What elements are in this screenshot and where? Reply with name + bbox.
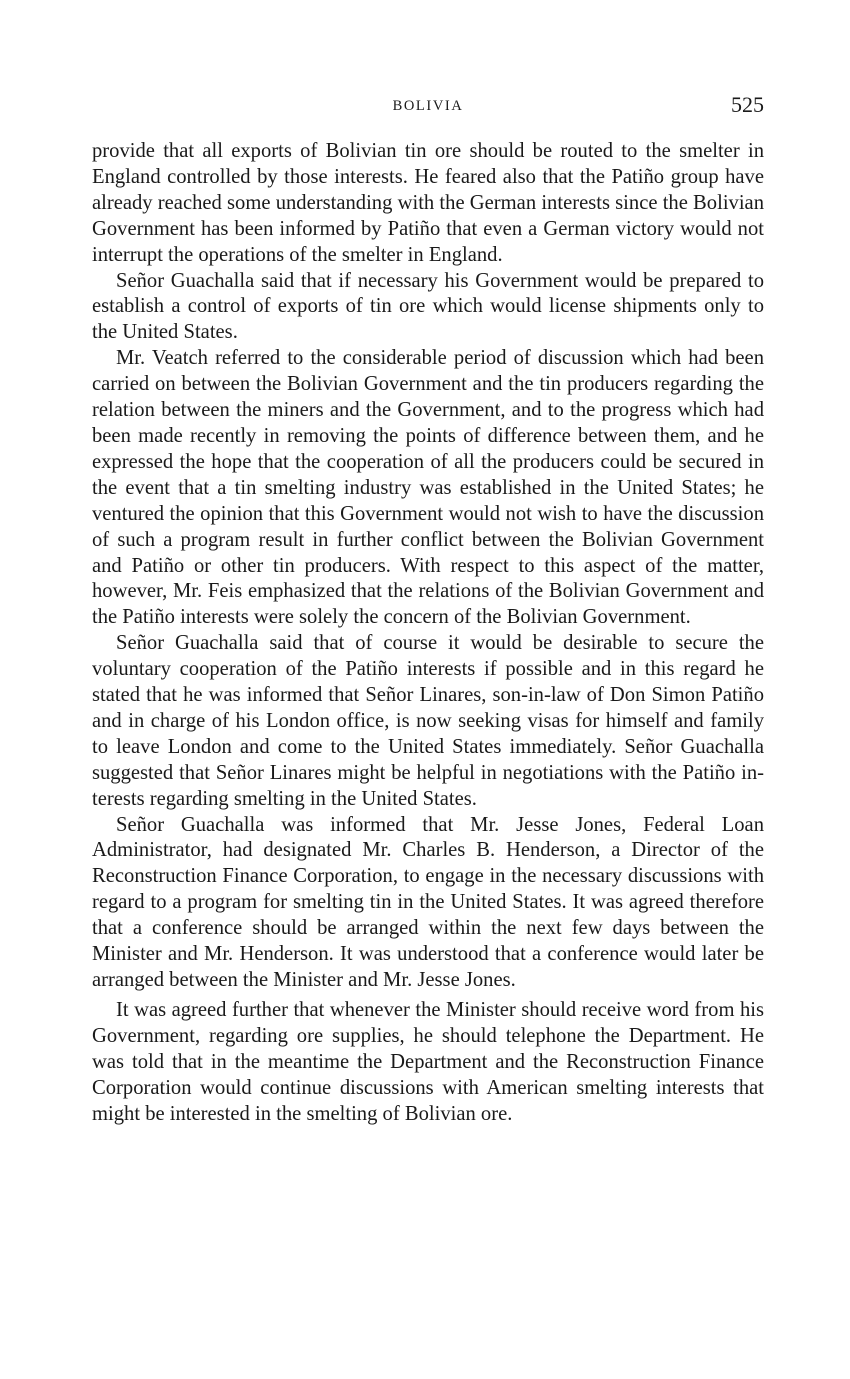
- paragraph-henderson-conference: Señor Guachalla was informed that Mr. Jesse Jones, Federal Loan Administrator, had designated Mr. Charles B. Henderson, a Director of the Reconstruction Finance Corporation, to engage in the necessary discussions with regard to a program for smelting tin in the United States. It was agreed therefore that a conference should be arranged within the next few days between the Minister and Mr. Henderson. It was understood that a conference would later be arranged between the Minister and Mr. Jesse Jones.: [92, 813, 764, 991]
- running-title: BOLIVIA: [392, 98, 464, 114]
- paragraph-further-agreement: It was agreed further that whenever the Minister should receive word from his Government, regarding ore supplies, he should telephone the Department. He was told that in the meantime the Department and the Reconstruction Finance Corporation would continue discussions with American smelting interests that might be interested in the smelting of Bolivian ore.: [92, 998, 764, 1125]
- paragraph-guachalla-export-control: Señor Guachalla said that if necessary his Government would be prepared to establish a control of exports of tin ore which would license shipments only to the United States.: [92, 269, 764, 344]
- paragraph-veatch-remarks: Mr. Veatch referred to the considerable period of discussion which had been carried on between the Bolivian Government and the tin producers regarding the relation between the miners and the Government, and to the progress which had been made recently in removing the points of difference between them, and he expressed the hope that the cooperation of all the producers could be secured in the event that a tin smelting industry was established in the United States; he ventured the opinion that this Government would not wish to have the discussion of such a program result in further conflict between the Bolivian Government and Patiño or other tin producers. With respect to this aspect of the matter, however, Mr. Feis emphasized that the relations of the Bolivian Government and the Patiño interests were solely the concern of the Bolivian Government.: [92, 347, 764, 629]
- paragraph-continuation: provide that all exports of Bolivian tin ore should be routed to the smelter in England controlled by those interests. He feared also that the Patiño group have already reached some understanding with the German interests since the Bolivian Government has been informed by Patiño that even a German victory would not interrupt the operations of the smelter in England.: [92, 140, 764, 266]
- paragraph-patino-cooperation: Señor Guachalla said that of course it would be desirable to secure the voluntary cooperation of the Patiño interests if possible and in this regard he stated that he was informed that Señor Linares, son-in-law of Don Simon Patiño and in charge of his London office, is now seeking visas for himself and family to leave London and come to the United States immediately. Señor Guachalla suggested that Señor Linares might be helpful in negotiations with the Patiño interests regarding smelting in the United States.: [92, 632, 764, 810]
- page-number: 525: [731, 92, 764, 117]
- running-head: [92, 92, 764, 122]
- body-text: [92, 139, 764, 1127]
